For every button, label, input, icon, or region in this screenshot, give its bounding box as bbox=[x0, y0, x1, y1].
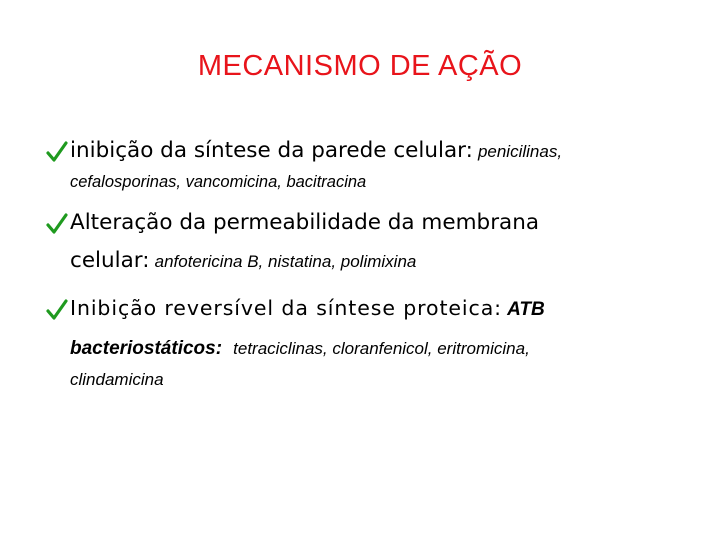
bullet-3-line-2 bbox=[70, 338, 530, 360]
bullet-1-main-text: inibição da síntese da parede celular: bbox=[70, 138, 473, 163]
bullet-3-examples-3: clindamicina bbox=[70, 370, 164, 389]
bullet-2-line-2 bbox=[70, 248, 416, 273]
bullet-2-line-1 bbox=[70, 210, 539, 235]
bullet-1-examples-1: penicilinas, bbox=[477, 142, 563, 161]
bullet-3-emphasis-1: ATB bbox=[507, 299, 545, 320]
bullet-1-examples-2: cefalosporinas, vancomicina, bacitracina bbox=[70, 173, 367, 191]
bullet-1-line-1 bbox=[70, 138, 562, 163]
bullet-3-line-1 bbox=[70, 296, 545, 321]
bullet-3-emphasis-2: bacteriostáticos: bbox=[70, 338, 223, 359]
checkmark-icon bbox=[46, 298, 68, 322]
bullet-2-main-text-1: Alteração da permeabilidade da membrana bbox=[70, 210, 540, 235]
checkmark-icon bbox=[46, 212, 68, 236]
checkmark-icon bbox=[46, 140, 68, 164]
bullet-3-examples-2: tetraciclinas, cloranfenicol, eritromicina, bbox=[233, 339, 530, 358]
bullet-1-line-2 bbox=[70, 172, 366, 192]
slide-title: MECANISMO DE AÇÃO bbox=[197, 50, 523, 82]
bullet-3-main-text: Inibição reversível da síntese proteica: bbox=[70, 296, 502, 320]
bullet-2-main-text-2: celular: bbox=[70, 248, 150, 273]
bullet-3-line-3 bbox=[70, 370, 164, 390]
bullet-2-examples: anfotericina B, nistatina, polimixina bbox=[154, 252, 417, 271]
